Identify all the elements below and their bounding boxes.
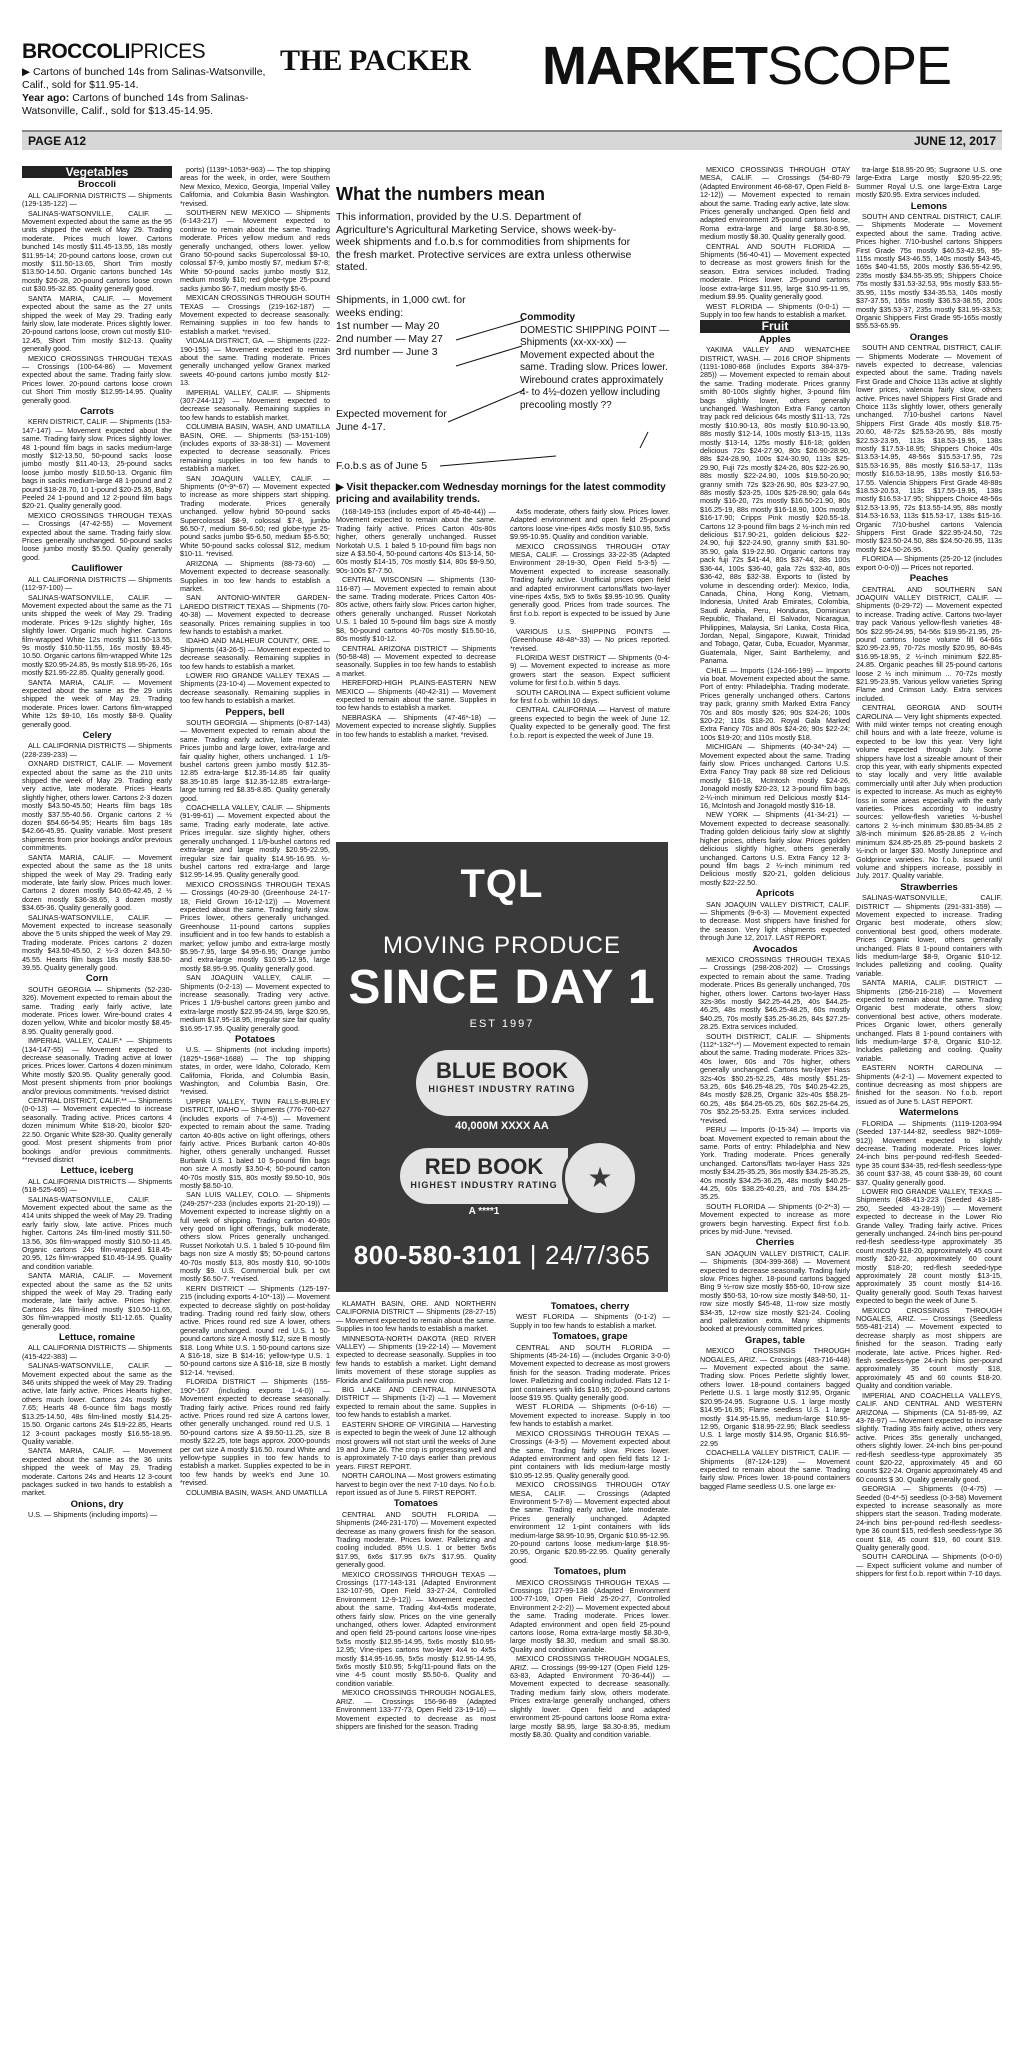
report-paragraph: CENTRAL WISCONSIN — Shipments (130-116-87) — Movement expected to remain about the same. Trading moderate. Prices Carton 40s-80s active, others fairly slow. Prices carton higher, others generally unchanged. Russet Norkotah U.S. 1 baled 10 5-pound film bags size A mostly $8, 50-pound cartons 40-70s mostly $15.50-16, 80s mostly $10-12. — [336, 575, 496, 644]
report-paragraph: ALL CALIFORNIA DISTRICTS — Shipments (228-239-233) — — [22, 741, 172, 759]
report-paragraph: EASTERN NORTH CAROLINA — Shipments (4-2-1) — Movement expected to continue decreasing as most shippers are finished for the season. No f.o.b. report issued as of June 5. LAST REPORT. — [856, 1063, 1002, 1106]
triangle-icon: ▶ — [22, 66, 33, 78]
page-number: PAGE A12 — [28, 134, 87, 148]
report-paragraph: IDAHO AND MALHEUR COUNTY, ORE. — Shipments (43-26-5) — Movement expected to decrease seasonally. Remaining supplies in too few hands to establish a market. — [180, 636, 330, 671]
report-paragraph: SANTA MARIA, CALIF. — Movement expected about the same as the 29 units shipped the week of May 29. Trading moderate. Prices lower. Cartons film-wrapped White 12s $9-10, 16s mostly $8-9. Quality generally good. — [22, 677, 172, 729]
scope-word: SCOPE — [766, 36, 952, 96]
report-paragraph: MEXICO CROSSINGS THROUGH NOGALES, ARIZ. — Crossings (483-716-448) — Movement expected about the same. Trading slow. Prices Perlette slightly lower, others lower. 18-pound containers bagged Perlette U.S. 1 large mostly $12.95, Organic $20.95-24.95. Sugraone U.S. 1 large mostly $14.95-16.95; Flame seedless U.S. 1 large mostly $14.95-15.95, medium-large $10.95-12.95, Organic $18.95-22.95; Black seedless U.S. 1 large mostly $14.95, Organic $16.95-22.95 — [700, 1346, 850, 1448]
commodity-heading: Lettuce, romaine — [58, 1332, 136, 1344]
commodity-heading: Watermelons — [899, 1107, 959, 1119]
report-paragraph: IMPERIAL AND COACHELLA VALLEYS, CALIF. AND CENTRAL AND WESTERN ARIZONA — Shipments (CA 51-85-99, AZ 43-78-97) — Movement expected to increase slightly. Trading 35s fairly active, others very active. Prices 35s generally unchanged, others slightly lower. 24-inch bins per-pound red-flesh seedless-type approximately 35 count $20-22, approximately 45 and 60 counts $22-24. Organic approximately 45 and 60 counts $ 30. Quality generally good. — [856, 1390, 1002, 1484]
sample-commodity-text: DOMESTIC SHIPPING POINT — Shipments (xx-xx-xx) — Movement expected about the same. Trading slow. Prices lower. Wirebound crates approximately 4- to 4½-dozen yellow including precooling mostly ?? — [520, 324, 670, 411]
report-paragraph: MEXICO CROSSINGS THROUGH OTAY MESA, CALIF. — Crossings (54-80-79 (Adapted Environment 46-68-67, Open Field 8-12-12)) — Movement expected to remain about the same. Trading early active, late slow. Prices generally unchanged. Open field and adapted environment 25-pound cartons loose, Roma extra-large and large $8.30-8.95, medium mostly $8.30. Quality generally good. — [700, 166, 850, 242]
report-paragraph: MEXICO CROSSINGS THROUGH NOGALES, ARIZ. — Crossings (99-99-127 (Open Field 129-63-83, Adapted Environment 70-36-44)) — Movement expected to decrease seasonally. Trading medium fairly slow, others moderate. Prices extra-large generally unchanged, others slightly lower. Open field and adapted environment 25-pound cartons loose Roma extra-large mostly $8.95, large $8.30-8.95, medium mostly $8.30. Quality and condition variable. — [510, 1654, 670, 1739]
report-paragraph: WEST FLORIDA — Shipments (0-0-1) — Supply in too few hands to establish a market. — [700, 301, 850, 319]
column-6 — [856, 166, 1002, 2036]
red-book-rating: A ****1 — [468, 1206, 500, 1217]
commodity-heading: Potatoes — [234, 1034, 276, 1046]
report-paragraph: MEXICO CROSSINGS THROUGH TEXAS — Crossings (177-143-131 (Adapted Environment 132-107-95, Open Field 33-27-24, Controlled Environment 12-9-12)) — Movement expected about the same. Trading 4x4-4x5s moderate, others fairly slow. Prices on the vine generally unchanged, others lower. Adapted environment and open field 25-pound cartons loose vine-ripes 5x5s mostly $12.95-14.95, 5x6s mostly $10.95-12.95; Vine-ripes cartons two-layer 4x4 to 4x5s mostly $14.95-16.95, 5x5s mostly $12.95-14.95, 5x6s mostly $10.95; 5-kg/11-pound flats on the vine 4-5 count mostly $5.50-6. Quality and condition variable. — [336, 1569, 496, 1688]
box-intro: This information, provided by the U.S. Department of Agriculture's Agricultural Marketing Service, shows week-by-week shipments and f.o.b.s for commodities from shipments for the fresh market. Protective services are extra unless otherwise stated. — [336, 211, 632, 273]
ad-established: EST 1997 — [469, 1018, 535, 1030]
ad-hours: 24/7/365 — [544, 1240, 651, 1270]
column-2 — [180, 166, 330, 2036]
ad-contact[interactable]: 800-580-3101 | 24/7/365 — [353, 1240, 651, 1270]
report-paragraph: NORTH CAROLINA — Most growers estimating harvest to begin over the next 7-10 days. No f.o.b. report issued as of June 5. FIRST REPORT. — [336, 1471, 496, 1497]
column-3-top — [336, 508, 496, 838]
report-paragraph: U.S. — Shipments (including imports) — — [28, 1510, 158, 1520]
report-paragraph: WEST FLORIDA — Shipments (0-6-16) — Movement expected to increase. Supply in too few hands to establish a market. — [510, 1402, 670, 1429]
report-paragraph: CENTRAL CALIFORNIA — Harvest of mature greens expected to begin the week of June 12. Quality expected to be generally good. The first f.o.b. report is expected the week of June 19. — [510, 705, 670, 740]
report-paragraph: COLUMBIA BASIN, WASH. AND UMATILLA — [186, 1487, 328, 1497]
report-paragraph: SAN JOAQUIN VALLEY DISTRICT, CALIF. — Shipments (9-6-3) — Movement expected to decrease. Most shippers have finished for the season. Very light shipments expected through June 12, 2017. LAST REPORT. — [700, 899, 850, 943]
report-paragraph: SANTA MARIA, CALIF. — Movement expected about the same as the 52 units shipped the week of May 29. Trading early moderate, late fairly active. Prices higher. Cartons 24s film-lined mostly $10.50-11.65, 30s film-wrapped mostly $11-12.65. Quality generally good. — [22, 1271, 172, 1331]
report-paragraph: KERN DISTRICT — Shipments (125-197-215 (including exports 4-10*-13)) — Movement expected to decrease slightly on post-holiday trading. Trading round red fairly slow, others active. Prices round red size A lower, others generally unchanged. round red U.S. 1 50-pound cartons size A mostly $12, size B mostly $18. Long White U.S. 1 50-pound cartons size A $16-18, size B $14-16; yellow-type U.S. 1 50-pound cartons size A $16-18, size B mostly $12-14. *revised. — [180, 1283, 330, 1377]
sample-commodity — [520, 312, 670, 412]
report-paragraph: CENTRAL DISTRICT, CALIF.** — Shipments (0-0-13) — Movement expected to increase seasonally. Trading active. Prices cartons 4 dozen minimum White $18-20, bicolor $20-22.50. Organic White $28-30. Quality generally good. Most present shipments from prior bookings and/or previous commitments. **revised district — [22, 1096, 172, 1164]
commodity-heading: Tomatoes, plum — [553, 1566, 627, 1578]
report-paragraph: ALL CALIFORNIA DISTRICTS — Shipments (112-97-100) — — [22, 574, 172, 593]
prices-word: PRICES — [130, 40, 206, 63]
report-paragraph: MEXICO CROSSINGS THROUGH TEXAS — Crossings (298-208-202) — Crossings expected to remain about the same. Trading moderate. Prices Bs generally unchanged, 70s higher, others lower. Cartons two-layer Hass 32s-36s mostly $42.25-44.25, 40s $44.25-46.25, 48s mostly $46.25-48.25, 60s mostly $40.25, 70s mostly $35.25-36.25, 84s $27.25-28.25. Extra services included. — [700, 954, 850, 1032]
red-book-title: RED BOOK — [424, 1154, 544, 1179]
report-paragraph: 4x5s moderate, others fairly slow. Prices lower. Adapted environment and open field 25-pound cartons loose vine-ripes 4x5s mostly $10.95, 5x5s $9.95-10.95. Quality and condition variable. — [510, 508, 670, 542]
commodity-heading: Peppers, bell — [225, 706, 285, 718]
report-paragraph: SAN LUIS VALLEY, COLO. — Shipments (249-257*-233 (includes exports 21-20-19)) — Movement expected to increase slightly on a full week of shipping. Trading carton 40-80s very good on light offerings, bulk moderate, others slow. Prices generally unchanged. Russet Norkotah U.S. 1 baled 5 10-pound film bags non size A mostly $5; 50-pound cartons 40-70s mostly $13, 80s mostly $10, 90-100s mostly $9. U.S. Commercial bulk per cwt mostly $6.50-7. *revised. — [180, 1190, 330, 1284]
commodity-heading: Avocados — [752, 943, 798, 955]
report-paragraph: MEXICO CROSSINGS THROUGH TEXAS — Crossings (4-3-5) — Movement expected about the same. Trading fairly slow. Prices lower. Adapted environment and open field flats 12 1-pint containers with lids medium-large mostly $10.95-12.95. Quality generally good. — [510, 1428, 670, 1480]
report-paragraph: SALINAS-WATSONVILLE, CALIF. — Movement expected to increase seasonally above the 5 units shipped the week of May 29. Trading moderate. Prices cartons 2 dozen mostly $43.50-45.50, 2 ½-3 dozen $43.50-45.55. Hearts film bags 18s mostly $38.50-39.55. Quality generally good. — [22, 912, 172, 972]
report-paragraph: GEORGIA — Shipments (0-4-75) — Seeded (0-4*-5) seedless (0-3-58) Movement expected to increase seasonally as more shippers start the season. Trading moderate. 24-inch bins per-pound red-flesh seedless-type 36 count $15, red-flesh seedless-type 36 count $18, 45 count $19, 60 count $19. Quality generally good. — [856, 1484, 1002, 1552]
report-paragraph: PERU — Imports (0-15-34) — Imports via boat. Movement expected to remain about the same. Ports of entry: Philadelphia and New York. Trading moderate. Prices generally unchanged. Cartons/flats two-layer Hass 32s mostly $34.25-35.25, 36s mostly $34.25-35.25, 40s mostly $34.25-36.25, 48s mostly $40.25-44.25, 60s $38.25-40.25, and 70s $34.25-35.25. — [700, 1125, 850, 1202]
report-paragraph: U.S. — Shipments (not including imports) (1825*-1968*-1688) — The top shipping states, in order, were Idaho, Colorado, Kern California, Florida, and Columbia Basin, Washington, and Columbia Basin, Ore. *revised. — [180, 1045, 330, 1097]
tql-logo: TQL — [460, 862, 544, 906]
report-paragraph: MICHIGAN — Shipments (40-34*-24) — Movement expected about the same. Trading fairly slow. Prices unchanged. Cartons U.S. Extra Fancy Tray pack 88 size red Delicious mostly $16-18, McIntosh mostly $24-26, Jonagold mostly $20-23, 12 3-pound film bags 2-¼-inch minimum red Delicious mostly $14-16, McIntosh and Jonagold mostly $16-18. — [700, 742, 850, 811]
shipments-heading: Shipments, in 1,000 cwt. for weeks ending: — [336, 294, 466, 319]
commodity-heading: Lettuce, iceberg — [60, 1165, 134, 1177]
broccoli-word: BROCCOLI — [22, 40, 130, 63]
commodity-heading: Tomatoes, cherry — [550, 1301, 630, 1312]
market-word: MARKET — [542, 36, 767, 96]
shipments-line-3: 3rd number — June 3 — [336, 346, 438, 358]
blue-book-subtitle: HIGHEST INDUSTRY RATING — [428, 1084, 576, 1094]
broccoli-prices-text — [22, 66, 272, 118]
report-paragraph: SOUTH AND CENTRAL DISTRICT, CALIF. — Shipments Moderate — Movement of navels expected to decrease, valencias expected about the same. Trading navels First Grade and Choice 113s active at slightly lower prices, valencia fairly slow, others active. Prices navel Shippers First Grade and Choice 113s slightly lower, others generally unchanged. 7/10-bushel cartons Navel Shippers First Grade 40s mostly $18.75-20.60, 48-72s $25.53-26.95, 88s mostly $22.53-23.95, 113s $18.53-19.95, 138s mostly $17.53-18.95; Shippers Choice 40s $13.53-14.95, 48-56s $15.53-17.95, 72s $15.53-16.95, 88s mostly $16.53-17, 113s mostly $16.53-18.95, 138s mostly $16.53-17.55. Valencia Shippers First Grade 48-88s $18.53-20.53, 113s $17.55-19.95, 138s mostly $16.53-17.95; Shippers Choice 48-56s $12.53-13.95, 72s $13.55-14.95, 88s mostly $14.53-16.53, 113s $15.53-17, 138s $15-16. Organic 7/10-bushel cartons Valencia Shippers First Grade $22.95-24.50, 72s mostly $23.50-24.50, 88s $24.50-26.95, 113s mostly $24.50-26.95. — [856, 343, 1002, 554]
masthead — [22, 0, 1002, 128]
report-paragraph: MEXICO CROSSINGS THROUGH NOGALES, ARIZ. — Crossings (Seedless 555-481-214) — Movement expected to decrease sharply as most shippers are finished for the season. Trading early moderate, late active. Prices higher. Red-flesh seedless-type 24-inch bins per-pound approximately 35 count mostly $18, approximately 45 and 60 counts $18-20. Quality and condition variable. — [856, 1305, 1002, 1391]
report-paragraph: SOUTH CAROLINA — Expect sufficient volume for first f.o.b. within 10 days. — [510, 687, 670, 705]
report-paragraph: ARIZONA — Shipments (88-73-60) — Movement expected to decrease seasonally. Supplies in too few hands to establish a market. — [180, 558, 330, 593]
star-seal-icon: ★ — [562, 1140, 638, 1216]
commodity-heading: Cherries — [755, 1237, 795, 1249]
commodity-heading: Apples — [759, 333, 791, 345]
report-paragraph: BIG LAKE AND CENTRAL MINNESOTA DISTRICT — Shipments (1-2) —1 — Movement expected to remain about the same. Supplies in too few hands to establish a market. — [336, 1385, 496, 1420]
year-ago-label: Year ago: — [22, 92, 70, 104]
visit-note: ▶ Visit thepacker.com Wednesday mornings for the latest commodity pricing and availability trends. — [336, 482, 666, 505]
the-packer-logo: THE PACKER — [280, 44, 471, 77]
report-paragraph: MEXICO CROSSINGS THROUGH TEXAS — Crossings (47-42-55) — Movement expected about the same. Trading fairly slow. Prices generally unchanged. 50-pound sacks loose jumbo mostly $5.50. Quality generally good. — [22, 510, 172, 562]
sample-commodity-heading: Commodity — [520, 312, 575, 323]
report-paragraph: YAKIMA VALLEY AND WENATCHEE DISTRICT, WASH. — 2016 CROP Shipments (1191-1080-868 (includes Exports 384-379-285)) — Movement expected to remain about the same. Trading moderate. Prices granny smith 80-100s slightly higher, 3-pound film bags slightly lower, others generally unchanged. Washington Extra Fancy carton tray pack red delicious 64s mostly $11-13, 72s mostly $10.90-13, 80s mostly $10.90-13.90, 88s mostly $12-14, 100s mostly $13-15, 113s mostly $13-14, 125s mostly $16-18; golden delicious 72s $24-27.90, 80s $26.90-28.90, 88s $24-28.90, 100s $24-30.90, 113s $25-29.90, Fuji 72s mostly $24-26, 80s $22-26.90, 88s mostly $22-24.90, 100s $19.50-20.90; granny smith 72s $23-26.90, 80s $23-27.90, 88s mostly $23-25, 100s $25-28.90; gala 64s mostly $16-20, 72s mostly $16.50-21.90, 80s $16.25-19, 88s mostly $16-18.90, 100s mostly $16-17.90; Cripps Pink mostly $20.55-18. Cartons 12 3-pound film bags 2 ½-inch min red delicious $17.90-21, golden delicious $22-24.90, fuji $22-24.90, granny smith $31.90-35.90, gala $19-22.90. Organic cartons tray pack fuji 72s $41-44, 80s $37-44, 88s 100s $36-44, 100s $36-40, gala 72s $32-40, 80s $36-42, 88s $32-38. Exports to (listed by volume in descending order): Mexico, India, Canada, China, Hong Kong, Vietnam, Indonesia, United Arab Emirates, Colombia, Saudi Arabia, Peru, Honduras, Dominican Republic, Thailand, El Salvador, Nicaragua, Philippines, Malaysia, Sri Lanka, Costa Rica, Jordan, Nepal, Singapore, Kuwait, Trinidad and Tobago, Qatar, Cuba, Ecuador, Myanmar, Guatemala, Niger, Saint Barthelemy, and Panama. — [700, 345, 850, 666]
report-paragraph: SOUTH GEORGIA — Shipments (52-230-326). Movement expected to remain about the same. Trading early fairly active, late moderate. Prices lower. Wire-bound crates 4 dozen yellow, White and bicolor mostly $8.45-8.95. Quality generally good. — [22, 984, 172, 1036]
report-paragraph: KERN DISTRICT, CALIF. — Shipments (153-147-147) — Movement expected about the same. Trading fairly slow. Prices slightly lower. 48 1-pound film bags in sacks medium-large mostly $12-13.50, 50-pound sacks loose jumbo mostly $11.40-13, 25-pound sacks loose jumbo mostly $10.50-13. Organic film bags in sacks medium-large 48 1-pound and 2 pound $18-28.70, 10 1-pound $20-25.35, Baby Peeled 24 1-pound and 12 2-pound film bags $20-21. Quality generally good. — [22, 417, 172, 511]
issue-date: JUNE 12, 2017 — [913, 134, 996, 148]
red-book-badge — [400, 1148, 568, 1217]
report-paragraph: SOUTH DISTRICT, CALIF. — Shipments (112*-132*-*) — Movement expected to remain about the same. Trading moderate. Prices 32s-40s lower, 60s and 70s higher, others generally unchanged. Cartons two-layer Hass 32s-40s $50.25-52.25, 48s mostly $51.25-53.25, 60s $46.25-48.25, 70s $40.25-42.25, 84s mostly $28.25, Organic 32s-40s $58.25-60.25, 48s $64.25-65.25, 60s $62.25-64.25, 70s $52.25-53.25. Extra services included. *revised. — [700, 1031, 850, 1125]
ad-phone[interactable]: 800-580-3101 — [353, 1240, 522, 1270]
broccoli-current: Cartons of bunched 14s from Salinas-Watsonville, Calif., sold for $11.95-14. — [22, 66, 266, 91]
report-paragraph: SANTA MARIA, CALIF. — Movement expected about the same as the 36 units shipped the week of May 29. Trading moderate. Cartons 24s and Hearts 12 3-count packages sucked in two hands to establish a market. — [22, 1446, 172, 1498]
report-paragraph: SANTA MARIA, CALIF. DISTRICT — Shipments (256-216-218) — Movement expected to remain about the same. Trading Organic best moderate, others slow; conventional best active, others moderate. Prices Organic lower, others generally unchanged. Flats 8 1-pound containers with lids medium-large $7-8, Organic $10-12. Includes palletizing and cooling. Quality variable. — [856, 978, 1002, 1063]
report-paragraph: MEXICO CROSSINGS THROUGH NOGALES, ARIZ. — Crossings 156-96-89 (Adapted Environment 133-77-73, Open Field 23-19-16) — Movement expected to decrease as most shippers are finished for the season. Trading — [336, 1688, 496, 1731]
report-paragraph: CENTRAL GEORGIA AND SOUTH CAROLINA — Very light shipments expected. With mild winter temps not creating enough chill hours and with a late freeze, volume is expected to be low this year. Very light volume expected through July. Some shippers have lost a sizeable amount of their crop this year, with early shipments expected to stay locally and very little available commercially until after July when production is expected to increase. As much as eighty% loss in some areas especially with the early varieties. Prices according to industry sources: yellow-flesh varieties ½-bushel cartons 2 ½-inch minimum $30.85-34.85 2 3/8-inch minimum $26.85-28.85 2 ¼-inch minimum $24.85-25.85 25-pound baskets 2 ½-inch or larger $30. Mostly Juneprince and Goldprince varieties. No f.o.b. issued until volume and shippers increase, possibly in July. 2017. Quality variable. — [856, 703, 1002, 881]
report-paragraph: VARIOUS U.S. SHIPPING POINTS — (Greenhouse 48-48*-33) — No prices reported. *revised. — [510, 626, 670, 653]
report-paragraph: CENTRAL ARIZONA DISTRICT — Shipments (50-58-48) — Movement expected to decrease seasonally. Supplies in too few hands to establish a market. — [336, 643, 496, 678]
what-the-numbers-mean-box — [336, 170, 670, 505]
report-paragraph: FLORIDA DISTRICT — Shipments (155-190*-167 (including exports 1-4-0)) — Movement expected to decrease seasonally. Trading fairly active. Prices round red fairly active. Prices round red size A cartons lower, other generally unchanged. round red U.S. 1 50-pound cartons size A $9.50-11.25, size B mostly $22.25, tote bags approx. 2000-pounds per cwt size A mostly $16.50. round White and yellow-type supplies in too few hands to establish a market. Supplies expected to be in too few hands by week's end June 10. *revised. — [180, 1377, 330, 1488]
blue-book-title: BLUE BOOK — [436, 1058, 568, 1083]
report-paragraph: LOWER RIO GRANDE VALLEY, TEXAS — Shipments (488-413-223 (Seeded 43-185-250, Seeded 43-28-19)) — Movement expected to decrease in the Lower Rio Grande Valley. Trading fairly active. Prices generally unchanged. 24-inch bins per-pound red-flesh seedless-type approximately 35 count mostly $18-20, approximately 45 count mostly $20-22, approximately 60 count mostly $18-20; red-flesh seeded-type approximately 28 count mostly $13-15, approximately 35 count mostly $14-16. Quality generally good. South Texas harvest expected to begin the week of June 5. — [856, 1186, 1002, 1306]
commodity-heading: Corn — [85, 973, 109, 985]
report-paragraph: SAN JOAQUIN VALLEY, CALIF. — Shipments (0*-9*-67) — Movement expected to increase as more shippers start shipping. Trading moderate. Prices generally unchanged. yellow hybrid 50-pound sacks Supercolossal $8-9, colossal $7-8, jumbo $6.50-7, medium $6-6.50; red globe-type 25-pound sacks jumbo $5-6.50, medium $5-5.50; White 50-pound sacks colossal $12, medium $10-11. *revised. — [180, 473, 330, 559]
shipments-line-1: 1st number — May 20 — [336, 320, 440, 332]
report-paragraph: FLORIDA — Shipments (1119-1203-994 (Seeded 137-144-82, seedless 982*-1059-912)) Movement expected to slightly decrease. Trading moderate. Prices lower. 24-inch bins per-pound red-flesh Seeded-type 35 count $34-35, red-flesh seedless-type 36 count $37-38, 45 count $38-39, 60 count $37. Quality generally good. — [856, 1118, 1002, 1187]
report-paragraph: SALINAS-WATSONVILLE, CALIF. — Movement expected about the same as the 346 units shipped the week of May 29. Trading active, late fairly active. Prices Hearts higher, others much lower. Cartons 24s mostly $6-7.65; Hearts 48 6-ounce film bags mostly $13.25-14.50, 48s film-lined mostly $14.25-15.50. Organic cartons 24s $19-22.85, Hearts 12 3-count packages mostly $16.55-18.95. Quality variable. — [22, 1361, 172, 1446]
commodity-heading: Apricots — [755, 888, 795, 900]
report-paragraph: ALL CALIFORNIA DISTRICTS — Shipments (518-525-465) — — [22, 1176, 172, 1195]
report-paragraph: MINNESOTA-NORTH DAKOTA (RED RIVER VALLEY) — Shipments (19-22-14) — Movement expected to decrease seasonally. Supplies in too few hands to establish a market. Light demand limits movement of these storage supplies as Florida and California push new crop. — [336, 1333, 496, 1385]
triangle-icon: ▶ — [336, 482, 347, 493]
report-paragraph: UPPER VALLEY, TWIN FALLS-BURLEY DISTRICT, IDAHO — Shipments (776-760-627 (includes exports of 7-4-5)) — Movement expected to remain about the same. Trading carton 40-80s active on light offerings, others fairly active. Prices Burbank carton 40-80s higher, others generally unchanged. Russet Burbank U.S. 1 baled 10 5-pound film bags non size A mostly $3.50-4; 50-pound carton 40-70s mostly $15, 80s mostly $9.50-10, 90s mostly $8.50-10. — [180, 1096, 330, 1190]
report-paragraph: SOUTH GEORGIA — Shipments (0-87-143) — Movement expected to remain about the same. Trading early active, late moderate. Prices jumbo and large lower, extra-large and fair quality higher, others unchanged. 1 1/9-bushel cartons green jumbo mostly $12.35-12.85 extra-large $12.35-14.85 fair quality $8.35-10.85 large $12.35-12.85 extra-large-large turning red $8.35-8.85. Quality generally good. — [180, 718, 330, 803]
report-paragraph: SAN JOAQUIN VALLEY DISTRICT, CALIF. — Shipments (304-399-368) — Movement expected to decrease seasonally. Trading fairly slow. Prices higher. 18-pound cartons bagged Bing 9 ½-row size mostly $55-60, 10-row size mostly $50-53, 10-row size mostly $48-50, 11-row size mostly $45-48, 11-row size mostly $34-35, 12-row size mostly $21-24. Cooling and palletization extra. Many shipments booked at previously committed prices. — [700, 1248, 850, 1334]
report-paragraph: SAN ANTONIO-WINTER GARDEN-LAREDO DISTRICT TEXAS — Shipments (70-40-38) — Movement expected to decrease seasonally. Prices remaining supplies in too few hands to establish a market. — [180, 593, 330, 636]
report-paragraph: MEXICAN CROSSINGS THROUGH SOUTH TEXAS — Crossings (219-162-187) — Movement expected to decrease seasonally. Remaining supplies in too few hands to establish a market. *revised. — [180, 293, 330, 336]
report-paragraph: VIDALIA DISTRICT, GA. — Shipments (222-190-155) — Movement expected to remain about the same. Trading moderate. Prices generally unchanged yellow Granex marked sweets 40-pound cartons jumbo mostly $12-13. — [180, 336, 330, 388]
report-paragraph: SALINAS-WATSONVILLE, CALIF. — Movement expected about the same as the 414 units shipped the week of May 29. Trading early fairly slow, late active. Prices much higher. Cartons 24s film-lined mostly $11.50-13.56, 30s film-wrapped mostly $10.50-11.45. Organic cartons 24s film-wrapped $18.45-20.95, 12s film-wrapped $10.45-14.95. Quality and condition variable. — [22, 1194, 172, 1271]
column-1 — [22, 166, 172, 2036]
report-paragraph: LOWER RIO GRANDE VALLEY TEXAS — Shipments (23-10-4) — Movement expected to decrease seasonally. Remaining supplies in too few hands to establish a market. — [180, 670, 330, 706]
report-paragraph: ports) (1139*-1053*-963) — The top shipping areas for the week, in order, were Southern New Mexico, Mexico, Georgia, Imperial Valley California, and Columbia Basin Washington. *revised. — [180, 166, 330, 208]
commodity-heading: Tomatoes — [393, 1498, 439, 1510]
report-paragraph: (168-149-153 (includes export of 45-46-44)) — Movement expected to remain about the same. Trading fairly active. Prices Carton 40s-80s higher, others generally unchanged. Russet Norkotah U.S. 1 baled 5 10-pound film bags non size A $3.50-4, 50-pound cartons 40s $13-14, 50-60s mostly $14-15, 70s mostly $14, 80s $9-9.50, 90s-100s $7-7.50. — [336, 508, 496, 575]
ad-headline: SINCE DAY 1 — [348, 961, 656, 1014]
report-paragraph: CHILE — Imports (124-166-199) — Imports via boat. Movement expected about the same. Port of entry: Philadelphia. Trading moderate. Prices generally unchanged others. Cartons tray pack, granny smith Marked Extra Fancy 70s and 80s mostly $26; 90s $24-26; 100s $20-22; 110s $18-20. Royal Gala Marked Extra Fancy 70s and 80s $24-26; 90s $22-24; 100s $19-20; and 110s mostly $18. — [700, 665, 850, 742]
report-paragraph: SALINAS-WATSONVILLE, CALIF. — Movement expected about the same as the 71 units shipped the week of May 29. Trading moderate. Prices 9-12s slightly higher, 16s slightly lower. Organic much higher. Cartons film-wrapped White 12s mostly $11.50-13.55, 9s mostly $10.50-11.55, 16s mostly $9.45-10.50. Organic cartons film-wrapped White 12s mostly $20.95-24.85, 9s mostly $18.95-26, 16s mostly $21.95-22.85. Quality generally good. — [22, 592, 172, 678]
report-paragraph: SANTA MARIA, CALIF. — Movement expected about the same as the 18 units shipped the week of May 29. Trading early moderate, late fairly slow. Prices much lower. Cartons 2 dozen mostly $40.65-42.45, 2 ½ dozen mostly $36-38.65, 3 dozen mostly $34.65-36. Quality generally good. — [22, 852, 172, 913]
commodity-heading: Cauliflower — [71, 563, 123, 575]
red-book-subtitle: HIGHEST INDUSTRY RATING — [410, 1180, 558, 1190]
report-paragraph: MEXICO CROSSINGS THROUGH OTAY MESA, CALIF. — Crossings 33-22-35 (Adapted Environment 28-19-30, Open Field 5-3-5) — Movement expected to increase seasonally. Trading fairly active. Unofficial prices open field and adapted environment cartons/flats two-layer vine-ripes 4x5s, 5x5 to 5x6s $9.95-10.95. Quality generally good. Prices from trade sources. The first f.o.b. report is expected to be issued by June 9. — [510, 541, 670, 627]
box-title: What the numbers mean — [336, 184, 546, 204]
broccoli-prices-title — [22, 40, 205, 64]
report-paragraph: SALINAS-WATSONVILLE, CALIF. — Movement expected about the same as the 95 units shipped the week of May 29. Trading moderate. Prices much lower. Cartons bunched 14s mostly $11.45-13.55, 18s mostly $11.95-14; 20-pound cartons loose, crown cut mostly $11.50-13.65, Short Trim mostly $13.50-14.50. Organic cartons bunched 14s mostly $26-28, 20-pound cartons loose crown cut $30.95-32.85. Quality generally good. — [22, 208, 172, 294]
commodity-heading: Celery — [82, 730, 112, 741]
commodity-heading: Carrots — [80, 405, 114, 417]
report-paragraph: IMPERIAL VALLEY, CALIF. — Shipments (307-244-112) — Movement expected to decrease seasonally. Remaining supplies in too few hands to establish market. — [180, 387, 330, 422]
commodity-heading: Tomatoes, grape — [552, 1331, 628, 1343]
report-paragraph: CENTRAL AND SOUTH FLORIDA — Shipments (45-24-16) — (includes Organic 3-0-0) Movement expected to decrease as most growers finish for the season. Trading moderate. Prices lower. Palletizing and cooling included. Flats 12 1-pint containers with lids $10.95; 20-pound cartons loose $19.95. Quality generally good. — [510, 1342, 670, 1403]
marketscope-logo — [542, 36, 951, 96]
shipments-legend — [336, 294, 476, 359]
report-paragraph: OXNARD DISTRICT, CALIF. — Movement expected about the same as the 210 units shipped the week of May 29. Trading early very active, late moderate. Prices Hearts slightly higher, others lower. Cartons 2-3 dozen mostly $43.50-45.50; Hearts film bags 18s mostly $37.55-40.56. Organic cartons 2 ½ dozen $54.66-54.95; Hearts film bags 18s $42.66-45.95. Quality variable. Most present shipments from prior bookings and/or previous commitments. — [22, 759, 172, 853]
commodity-heading: Strawberries — [900, 881, 958, 893]
shipments-line-2: 2nd number — May 27 — [336, 333, 443, 345]
commodity-heading: Onions, dry — [70, 1498, 124, 1510]
report-paragraph: SALINAS-WATSONVILLE, CALIF. DISTRICT — Shipments (291-331-359) — Movement expected to increase. Trading Organic best moderate, others slow; conventional best good, others moderate. Prices Organic lower, others generally unchanged. Flats 8 1-pound containers with lids medium-large $8-9, Organic $10-12. Includes palletizing and cooling. Quality variable. — [856, 893, 1002, 978]
report-paragraph: NEW YORK — Shipments (41-34-21) — Movement expected to decrease seasonally. Trading golden delicious fairly slow at slightly higher prices, others fairly slow. Prices golden delicious slightly higher, others generally unchanged. Cartons U.S. Extra Fancy 12 3-pound film bags 2 ¼-inch minimum red Delicious mostly $20-21, golden delicious mostly $22-22.50. — [700, 810, 850, 887]
report-paragraph: IMPERIAL VALLEY, CALIF.* — Shipments (134-147-55) — Movement expected to decrease seasonally. Trading active at lower prices. Prices lower. Cartons 4 dozen minimum White mostly $20.95. Quality generally good. Most present shipments from prior bookings and/or previous commitments. *revised district — [22, 1036, 172, 1096]
report-paragraph: MEXICO CROSSINGS THROUGH OTAY MESA, CALIF. — Crossings (Adapted Environment 5-7-8) — Movement expected about the same. Trading early active, late moderate. Prices generally unchanged. Adapted environment 12 1-pint containers with lids medium-large $8.95-10.95, Organic $10.95-12.95. 20-pound cartons loose medium-large $18.95-20.95, Organic $20.95-22.95. Quality generally good. — [510, 1480, 670, 1565]
report-paragraph: SANTA MARIA, CALIF. — Movement expected about the same as the 27 units shipped the week of May 29. Trading early fairly slow, late moderate. Prices slightly lower. 20-pound cartons loose, crown cut mostly $10-12.45, Short Trim mostly $12-13. Quality generally good. — [22, 293, 172, 354]
report-paragraph: EASTERN SHORE OF VIRGINIA — Harvesting is expected to begin the week of June 12 although most growers will not start until the weeks of June 19 and June 26. The crop is progressing well and is approximately 7-10 days earlier than previous years. FIRST REPORT. — [336, 1419, 496, 1471]
report-paragraph: MEXICO CROSSINGS THROUGH TEXAS — Crossings (127-99-138 (Adapted Environment 100-77-109, Open Field 25-20-27, Controlled Environment 2-2-2)) — Movement expected about the same. Trading moderate. Prices lower. Adapted environment and open field 25-pound cartons loose, Roma extra-large mostly $8.30-9, large mostly $8.30, medium and small $8.30. Quality and condition variable. — [510, 1577, 670, 1654]
report-paragraph: tra-large $18.95-20.95; Sugraone U.S. one large-Extra Large mostly $20.95-22.95; Summer Royal U.S. one large-Extra Large mostly $20.95. Extra services included. — [856, 166, 1002, 200]
ad-tagline: MOVING PRODUCE — [382, 932, 621, 959]
commodity-heading: Oranges — [909, 331, 949, 343]
report-paragraph: MEXICO CROSSINGS THROUGH TEXAS — Crossings (100-64-86) — Movement expected about the same. Trading fairly slow. Prices lower. 20-pound cartons loose crown cut Short Trim mostly $12.95-14.95. Quality generally good. — [22, 353, 172, 405]
blue-book-rating: 40,000M XXXX AA — [455, 1120, 549, 1132]
report-paragraph: ALL CALIFORNIA DISTRICTS — Shipments (129-135-122) — — [22, 190, 172, 209]
report-paragraph: CENTRAL AND SOUTHERN SAN JOAQUIN VALLEY DISTRICT, CALIF. — Shipments (0-29-72) — Movement expected to increase. Trading active. Cartons two-layer tray pack Various yellow-flesh varieties 48-50s $22.95-24.95, 54-56s $19.95-21.95, 25-pound cartons loose volume fill 64-66s $20.95-23.95, 70-72s mostly $20.95, 80-84s $16.95-18.95, 2 ½-inch minimum $22.85-24.85. Organic peaches fill 25-pound cartons loose 2 ½ inch minimum ... 70-72s mostly $21.95-23.95. Various yellow varieties Spring Flame and Crimson Lady. Extra services included. — [856, 584, 1002, 703]
section-vegetables: Vegetables — [22, 166, 172, 178]
column-4-bottom — [510, 1300, 670, 2036]
expected-movement-label: Expected movement for June 4-17. — [336, 408, 447, 433]
report-paragraph: HEREFORD-HIGH PLAINS-EASTERN NEW MEXICO — Shipments (40-42-31) — Movement expected to remain about the same. Supplies in too few hands to establish a market. — [336, 678, 496, 713]
column-5 — [700, 166, 850, 2036]
report-paragraph: COLUMBIA BASIN, WASH. AND UMATILLA BASIN, ORE. — Shipments (53-151-109) (includes exports of 33-38-31) — Movement expected to decrease seasonally. Prices remaining supplies in too few hands to establish a market. — [180, 422, 330, 474]
report-paragraph: COACHELLA VALLEY DISTRICT, CALIF. — Shipments (87-124-129) — Movement expected to remain about the same. Trading fairly slow. Prices lower. 18-pound containers bagged Flame seedless U.S. one large ex- — [700, 1448, 850, 1491]
report-paragraph: MEXICO CROSSINGS THROUGH TEXAS — Crossings (40-29-30 (Greenhouse 24-17- 18, Field Grown 16-12-12)) — Movement expected about the same. Trading fairly slow. Prices lower, others generally unchanged. Greenhouse 11-pound cartons supplies insufficient and in too few hands to establish a market; yellow jumbo and extra-large mostly $5.95-7.95, large $4.95-6.95; Orange jumbo and extra-large mostly $10.95-12.95, large mostly $8.95-9.95. Quality generally good. — [180, 879, 330, 973]
report-paragraph: NEBRASKA — Shipments (47-46*-18) — Movement expected to increase slightly. Supplies in too few hands to establish a market. *revised. — [336, 712, 496, 739]
report-paragraph: SAN JOAQUIN VALLEY, CALIF. — Shipments (0-2-13) — Movement expected to increase seasonally. Trading very active. Prices 1 1/9-bushel cartons green jumbo and extra-large mostly $22.95-24.95, large $20.95, medium $17.95-18.95, irregular size fair quality $16.95-17.95. Quality generally good. — [180, 973, 330, 1033]
report-paragraph: SOUTH AND CENTRAL DISTRICT, CALIF. — Shipments Moderate — Movement expected about the same. Trading active. Prices higher. 7/10-bushel cartons Shippers First Grade 75s mostly $40.53-42.95, 95-115s mostly $43-46.55, 140s mostly $43-45, 165s $40-41.55, 200s mostly $36.55-42.95, 235s mostly $34.55-35.95; Shippers Choice 75s mostly $31.53-32.53, 95s mostly $33.55-35.95, 115s mostly $34-35.53, 140s mostly $37-37.55, 165s mostly $36.53-38.55, 200s mostly $35.53-37, 235s mostly $31.95-33.53; Organic Shippers First Grade 95-165s mostly $55.53-65.95. — [856, 212, 1002, 331]
year-ago-text: Cartons of bunched 14s from Salinas-Watsonville, Calif., sold for $13.45-14.95. — [22, 92, 249, 117]
report-paragraph: FLORIDA WEST DISTRICT — Shipments (0-4-9) — Movement expected to increase as more growers start the season. Expect sufficient volume for first f.o.b. within 5 days. — [510, 652, 670, 688]
report-paragraph: FLORIDA — Shipments (25-20-12 (includes export 0-0-0)) — Prices not reported. — [856, 554, 1002, 572]
page-info-bar — [22, 130, 1002, 150]
section-fruit: Fruit — [700, 320, 850, 332]
commodity-heading: Lemons — [910, 200, 948, 212]
report-paragraph: CENTRAL AND SOUTH FLORIDA — Shipments (56-40-41) — Movement expected to decrease as most growers finish for the season. Extra services included. Trading moderate. Prices lower. 25-pound cartons loose extra-large $11.95, large $10.95-11.95, medium $9.95. Quality generally good. — [700, 241, 850, 302]
report-paragraph: KLAMATH BASIN, ORE. AND NORTHERN CALIFORNIA DISTRICT — Shipments (28-27-15) — Movement expected to remain about the same. Supplies in too few hands to establish a market. — [336, 1300, 496, 1334]
report-paragraph: SOUTH FLORIDA — Shipments (0-2*-3) — Movement expected to increase as more growers begin harvesting. Expect first f.o.b. prices by mid-June. *revised. — [700, 1201, 850, 1236]
report-paragraph: ALL CALIFORNIA DISTRICTS — Shipments (415-422-383) — — [22, 1343, 172, 1361]
commodity-heading: Broccoli — [77, 179, 116, 191]
report-paragraph: SOUTH CAROLINA — Shipments (0-0-0) — Expect sufficient volume and number of shippers for first f.o.b. report within 7-10 days. — [856, 1552, 1002, 1579]
column-4-top — [510, 508, 670, 838]
commodity-heading: Peaches — [909, 573, 949, 585]
report-paragraph: COACHELLA VALLEY, CALIF. — Shipments (91-99-61) — Movement expected about the same. Trading early moderate, late active. Prices irregular. size slightly higher, others generally unchanged. 1 1/9-bushel cartons red extra-large and large mostly $20.95-22.95, irregular size fair quality $14.95-16.95. ½-bushel cartons red extra-large and large $12.95-14.95. Quality generally good. — [180, 803, 330, 880]
report-paragraph: CENTRAL AND SOUTH FLORIDA — Shipments (246-231-170) — Movement expected decrease as many growers finish for the season. Trading moderate. Prices lower. Palletizing and cooling included. 85% U.S. 1 or better 5x6s $17.95, 6x6s $17.95 6x7s $17.95. Quality generally good. — [336, 1509, 496, 1570]
tql-advertisement[interactable] — [336, 842, 668, 1292]
report-paragraph: SOUTHERN NEW MEXICO — Shipments (6-143-217) — Movement expected to continue to remain about the same. Trading moderate. Prices yellow medium and reds generally unchanged, others lower. yellow Grano 50-pound sacks Supercolossal $9-10, colossal $7-9, jumbo mostly $7, medium $7-8; White 50-pound sacks jumbo mostly $12, medium mostly $10; red globe-type 25-pound sacks jumbo $6-7, medium mostly $5-6. — [180, 208, 330, 293]
fob-label: F.o.b.s as of June 5 — [336, 460, 428, 472]
blue-book-badge — [416, 1050, 588, 1132]
commodity-heading: Grapes, table — [744, 1334, 806, 1346]
report-paragraph: WEST FLORIDA — Shipments (0-1-2) — Supply in too few hands to establish a market. — [510, 1312, 670, 1330]
column-3-bottom — [336, 1300, 496, 2036]
